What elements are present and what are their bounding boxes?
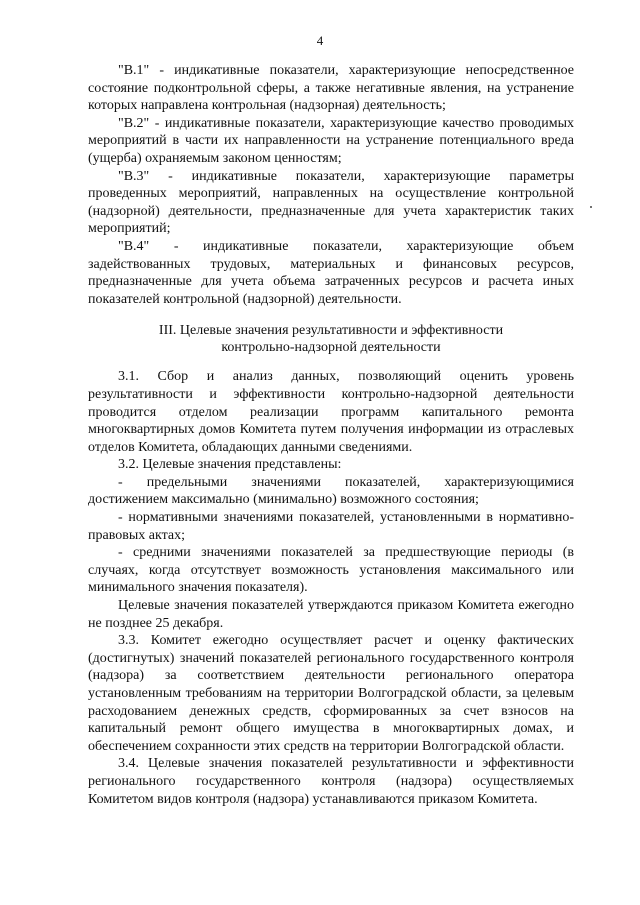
indicator-b2: "В.2" - индикативные показатели, характеризующие качество проводимых мероприятий в части их направленности на устранение потенциального вреда (ущерба) охраняемым законом ценностям; [88,115,574,166]
indicator-b3: "В.3" - индикативные показатели, характеризующие параметры проведенных мероприятий, направленных на осуществление контрольной (надзорной) деятельности, предназначенные для учета характеристик таких мероприятий; [88,168,574,237]
approval-paragraph: Целевые значения показателей утверждаются приказом Комитета ежегодно не позднее 25 декабря. [88,598,574,631]
bullet-normative-values: - нормативными значениями показателей, установленными в нормативно-правовых актах; [88,510,574,543]
document-body [88,62,574,808]
bullet-limit-values: - предельными значениями показателей, характеризующимися достижением максимально (минимально) возможного состояния; [88,474,574,508]
paragraph-3-3: 3.3. Комитет ежегодно осуществляет расчет и оценку фактических (достигнутых) значений показателей регионального государственного контроля (надзора) за соответствием деятельности регионального оператора установленным требованиям на территории Волгоградской области, за целевым расходованием денежных средств, сформированных за счет взносов на капитальный ремонт общего имущества в многоквартирных домах, и обеспечением сохранности этих средств на территории Волгоградской области. [88,633,574,754]
indicator-b1: "В.1" - индикативные показатели, характеризующие непосредственное состояние подконтрольной сферы, а также негативные явления, на устранение которых направлена контрольная (надзорная) деятельность; [88,63,574,114]
section-title [88,322,574,356]
indicator-b4: "В.4" - индикативные показатели, характеризующие объем задействованных трудовых, материальных и финансовых ресурсов, предназначенные для учета объема затраченных ресурсов и расчета иных показателей контрольной (надзорной) деятельности. [88,238,574,307]
paragraph-3-4: 3.4. Целевые значения показателей результативности и эффективности регионального государственного контроля (надзора) осуществляемых Комитетом видов контроля (надзора) устанавливаются приказом Комитета. [88,756,574,807]
paragraph-3-1: 3.1. Сбор и анализ данных, позволяющий оценить уровень результативности и эффективности контрольно-надзорной деятельности проводится отделом реализации программ капитального ремонта многоквартирных домов Комитета путем получения информации из отраслевых отделов Комитета, обладающих данными сведениями. [88,369,574,455]
scan-artifact-dot [590,206,592,208]
section-title-line2: контрольно-надзорной деятельности [221,340,441,356]
paragraph-3-2: 3.2. Целевые значения представлены: [118,457,342,473]
bullet-average-values: - средними значениями показателей за предшествующие периоды (в случаях, когда отсутствует возможность установления максимального или минимального значения показателя). [88,545,574,596]
section-title-line1: III. Целевые значения результативности и эффективности [158,323,504,339]
page-number: 4 [316,33,324,48]
